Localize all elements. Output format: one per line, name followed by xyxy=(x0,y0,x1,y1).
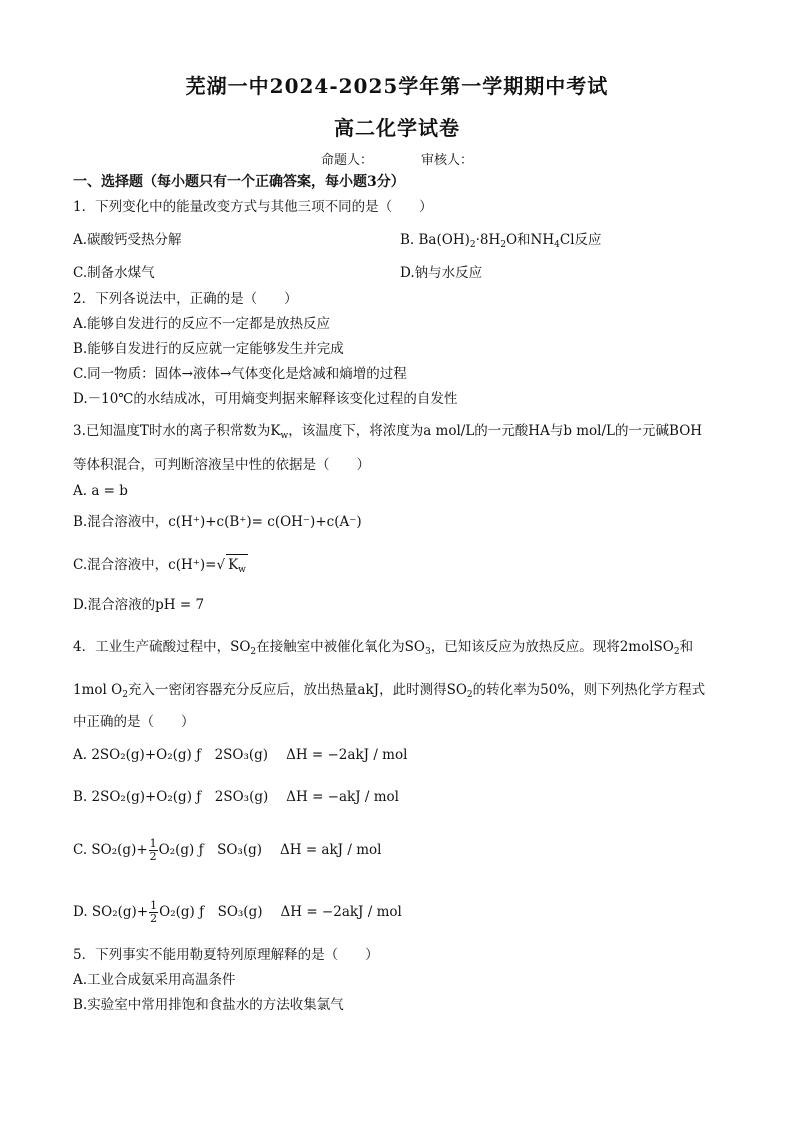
q2-option-d: D.－10℃的水结成冰，可用熵变判据来解释该变化过程的自发性 xyxy=(73,391,458,407)
q4-stem-line3: 中正确的是（ ） xyxy=(73,714,195,730)
q1-option-b: B. $Ba(OH)_2\cdot 8H_2O$和$NH_4Cl$反应 xyxy=(400,232,602,250)
q2-option-a: A.能够自发进行的反应不一定都是放热反应 xyxy=(73,316,331,332)
q4-option-c: C. SO₂(g)+ $\frac{1}{2}$ O₂(g) ƒ SO₃(g) ΔH = akJ / mol xyxy=(73,837,382,863)
q2-option-c: C.同一物质：固体→液体→气体变化是焓减和熵增的过程 xyxy=(73,366,407,382)
reviewer-label: 审核人： xyxy=(421,153,474,168)
q4-stem-line1: 4．工业生产硫酸过程中，$SO_2$在接触室中被催化氧化为$SO_3$，已知该反应为放热反应。现将2molSO$_2$和 xyxy=(73,639,694,657)
q1-option-d: D.钠与水反应 xyxy=(400,265,483,281)
q5-stem: 5．下列事实不能用勒夏特列原理解释的是（ ） xyxy=(73,947,379,963)
fraction-half: $\frac{1}{2}$ xyxy=(150,899,158,925)
authors-line xyxy=(0,149,794,168)
setter-label: 命题人： xyxy=(320,153,373,168)
q4-option-b: B. 2SO₂(g)+O₂(g) ƒ 2SO₃(g) ΔH = −akJ / mol xyxy=(73,789,399,805)
q1-option-c: C.制备水煤气 xyxy=(73,265,155,281)
q3-stem-line2: 等体积混合，可判断溶液呈中性的依据是（ ） xyxy=(73,457,370,473)
fraction-half: $\frac{1}{2}$ xyxy=(149,837,157,863)
q4-option-d: D. SO₂(g)+ $\frac{1}{2}$ O₂(g) ƒ SO₃(g) ΔH = −2akJ / mol xyxy=(73,899,402,925)
q3-option-a: A. a = b xyxy=(73,483,128,499)
q4-option-a: A. 2SO₂(g)+O₂(g) ƒ 2SO₃(g) ΔH = −2akJ / mol xyxy=(73,747,408,763)
q3-stem-line1: 3.已知温度T时水的离子积常数为$K_w$，该温度下，将浓度为a mol/L的一元酸HA与b mol/L的一元碱BOH xyxy=(73,423,703,441)
exam-title: 芜湖一中2024-2025学年第一学期期中考试 xyxy=(185,74,609,98)
q3-option-c: C.混合溶液中，c(H⁺)=√ $K_w$ xyxy=(73,554,248,580)
q5-option-b: B.实验室中常用排饱和食盐水的方法收集氯气 xyxy=(73,997,344,1013)
q1-stem: 1．下列变化中的能量改变方式与其他三项不同的是（ ） xyxy=(73,199,433,215)
q4-stem-line2: 1mol $O_2$充入一密闭容器充分反应后，放出热量akJ，此时测得$SO_2$的转化率为50%，则下列热化学方程式 xyxy=(73,682,706,700)
q5-option-a: A.工业合成氨采用高温条件 xyxy=(73,972,236,988)
section-heading: 一、选择题（每小题只有一个正确答案，每小题3分） xyxy=(73,174,405,190)
q2-stem: 2．下列各说法中，正确的是（ ） xyxy=(73,291,298,307)
exam-subtitle: 高二化学试卷 xyxy=(334,116,460,140)
q3-option-d: D.混合溶液的pH = 7 xyxy=(73,597,205,613)
q2-option-b: B.能够自发进行的反应就一定能够发生并完成 xyxy=(73,341,344,357)
q3-option-b: B.混合溶液中，c(H⁺)+c(B⁺)= c(OH⁻)+c(A⁻) xyxy=(73,514,362,530)
q1-option-a: A.碳酸钙受热分解 xyxy=(73,232,182,248)
